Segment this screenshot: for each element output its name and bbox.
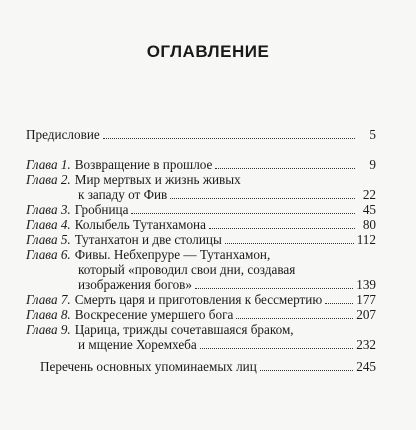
entry-text: Гробница — [74, 202, 129, 217]
toc-entry-chapter-8 — [26, 307, 376, 322]
page-number: 5 — [369, 127, 376, 142]
entry-text: к западу от Фив — [78, 187, 168, 202]
toc-entry-chapter-3 — [26, 202, 376, 217]
leader-dots — [131, 213, 355, 214]
entry-text: Колыбель Тутанхамона — [74, 217, 206, 232]
entry-text: Возвращение в прошлое — [74, 157, 213, 172]
leader-dots — [225, 243, 354, 244]
entry-text: Перечень основных упоминаемых лиц — [40, 359, 257, 374]
toc-entry-chapter-4 — [26, 217, 376, 232]
leader-dots — [209, 228, 355, 229]
page-number: 232 — [356, 337, 376, 352]
chapter-label: Глава 2. — [26, 172, 71, 187]
page-title: ОГЛАВЛЕНИЕ — [146, 42, 270, 61]
toc-entry-chapter-2 — [26, 172, 376, 202]
page-number: 177 — [356, 292, 376, 307]
page-number: 139 — [356, 277, 376, 292]
page-number: 22 — [362, 187, 376, 202]
leader-dots — [236, 318, 353, 319]
entry-text: Смерть царя и приготовления к бессмертию — [74, 292, 323, 307]
entry-text: Воскресение умершего бога — [74, 307, 234, 322]
chapter-label: Глава 4. — [26, 217, 71, 232]
leader-dots — [200, 348, 353, 349]
chapter-label: Глава 8. — [26, 307, 71, 322]
toc-entry-chapter-6 — [26, 247, 376, 292]
entry-text: который «проводил свои дни, создавая — [78, 262, 296, 277]
page-number: 245 — [356, 359, 376, 374]
page-number: 45 — [362, 202, 376, 217]
toc-entry-chapter-9 — [26, 322, 376, 352]
leader-dots — [260, 370, 353, 371]
leader-dots — [103, 138, 355, 139]
page-number: 80 — [362, 217, 376, 232]
page-number: 112 — [356, 232, 376, 247]
chapter-label: Глава 7. — [26, 292, 71, 307]
chapter-label: Глава 5. — [26, 232, 71, 247]
chapter-label: Глава 1. — [26, 157, 71, 172]
chapter-label: Глава 9. — [26, 322, 71, 337]
leader-dots — [325, 303, 353, 304]
entry-text: Фивы. Небхепруре — Тутанхамон, — [74, 247, 271, 262]
toc-entry-chapter-5 — [26, 232, 376, 247]
page-number: 207 — [356, 307, 376, 322]
entry-text: Тутанхатон и две столицы — [74, 232, 222, 247]
toc-entry-index — [26, 359, 376, 374]
chapter-label: Глава 6. — [26, 247, 71, 262]
entry-text: изображения богов» — [78, 277, 193, 292]
entry-text: Царица, трижды сочетавшаяся браком, — [74, 322, 294, 337]
toc-entry-chapter-1 — [26, 157, 376, 172]
page-number: 9 — [369, 157, 376, 172]
entry-text: и мщение Хоремхеба — [78, 337, 197, 352]
leader-dots — [170, 198, 355, 199]
leader-dots — [195, 288, 353, 289]
toc-entry-chapter-7 — [26, 292, 376, 307]
chapter-label: Глава 3. — [26, 202, 71, 217]
leader-dots — [215, 168, 355, 169]
entry-text: Мир мертвых и жизнь живых — [74, 172, 241, 187]
entry-text: Предисловие — [26, 127, 100, 142]
toc-entry-preface — [26, 127, 376, 142]
